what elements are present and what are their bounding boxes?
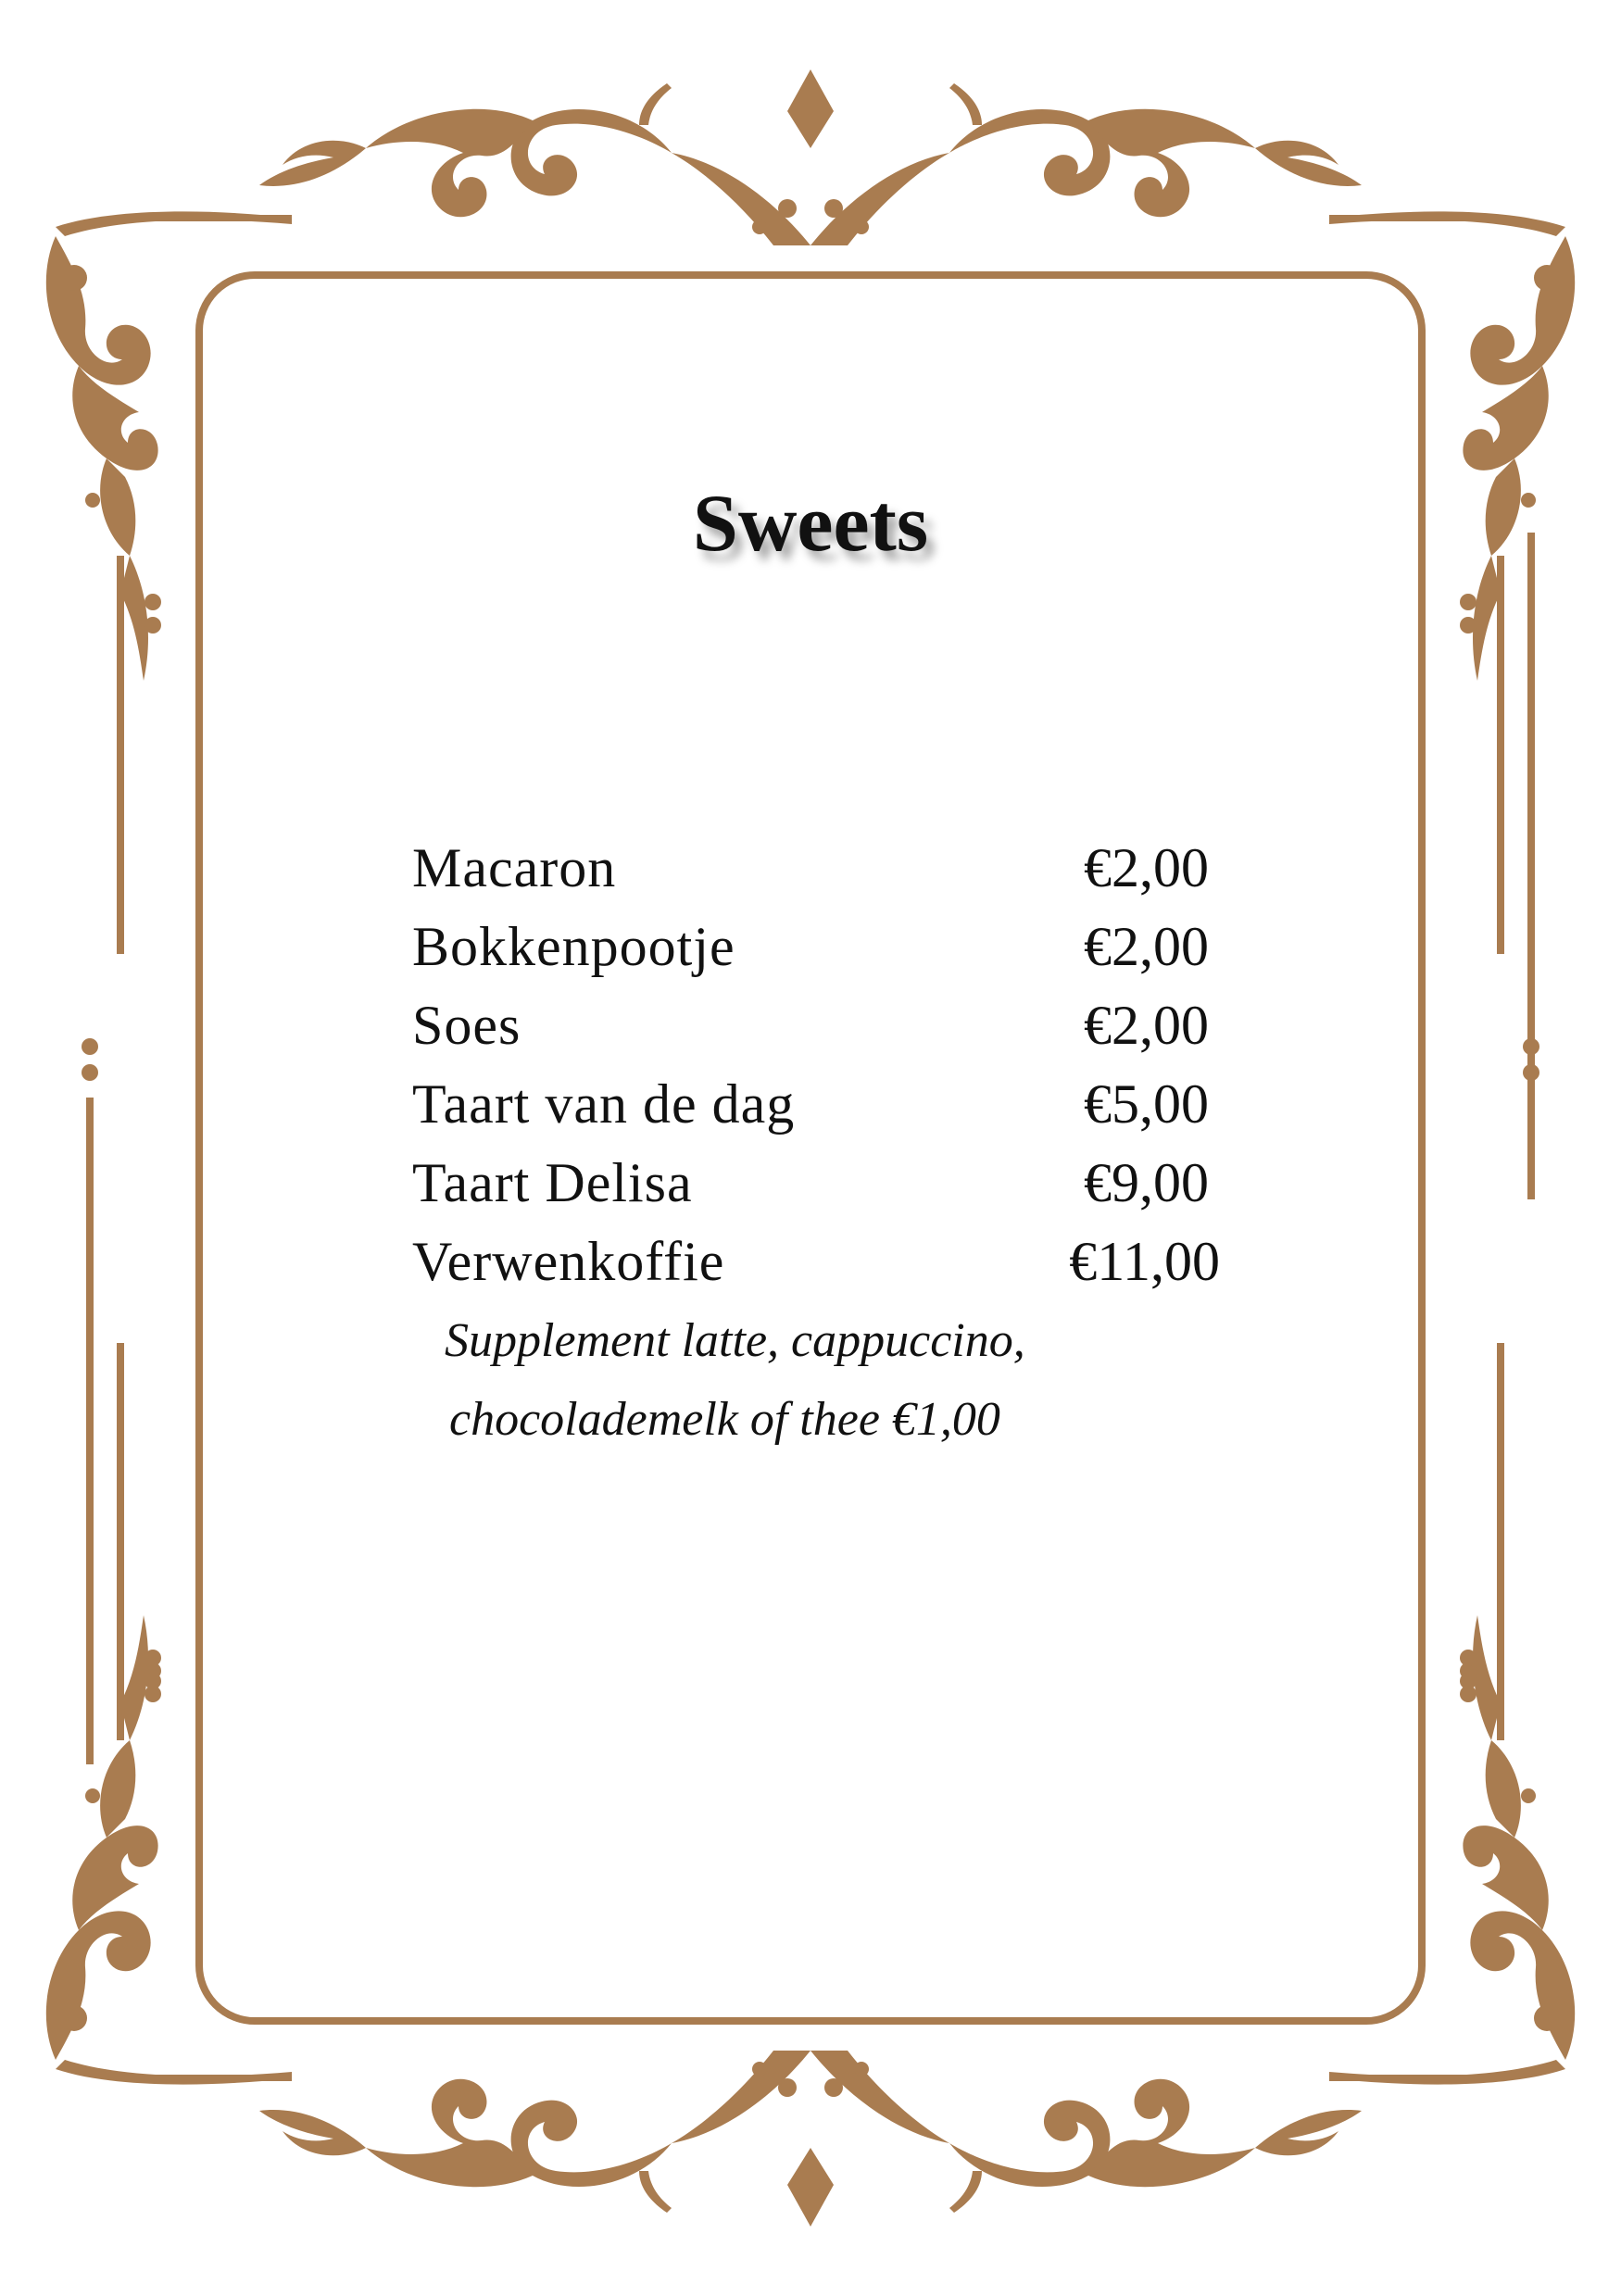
item-name: Verwenkoffie (412, 1231, 725, 1292)
item-price: €2,00 (1084, 916, 1209, 977)
supplement-note (412, 1301, 1209, 1459)
item-price: €5,00 (1084, 1073, 1209, 1135)
note-line: chocolademelk of thee €1,00 (449, 1393, 1000, 1446)
note-line: Supplement latte, cappuccino, (445, 1314, 1025, 1367)
item-name: Bokkenpootje (412, 916, 735, 977)
item-price: €9,00 (1084, 1152, 1209, 1213)
menu-item (412, 1065, 1209, 1144)
item-price: €11,00 (1069, 1231, 1220, 1292)
menu-item (412, 986, 1209, 1065)
item-name: Soes (412, 995, 521, 1056)
menu-item (412, 908, 1209, 986)
item-name: Taart van de dag (412, 1073, 796, 1135)
item-name: Taart Delisa (412, 1152, 693, 1213)
menu-item (412, 829, 1209, 908)
item-price: €2,00 (1084, 837, 1209, 898)
menu-list (412, 829, 1220, 1459)
menu-item (412, 1223, 1220, 1301)
item-price: €2,00 (1084, 995, 1209, 1056)
item-name: Macaron (412, 837, 617, 898)
page-title: Sweets (692, 479, 929, 569)
menu-item (412, 1144, 1209, 1223)
